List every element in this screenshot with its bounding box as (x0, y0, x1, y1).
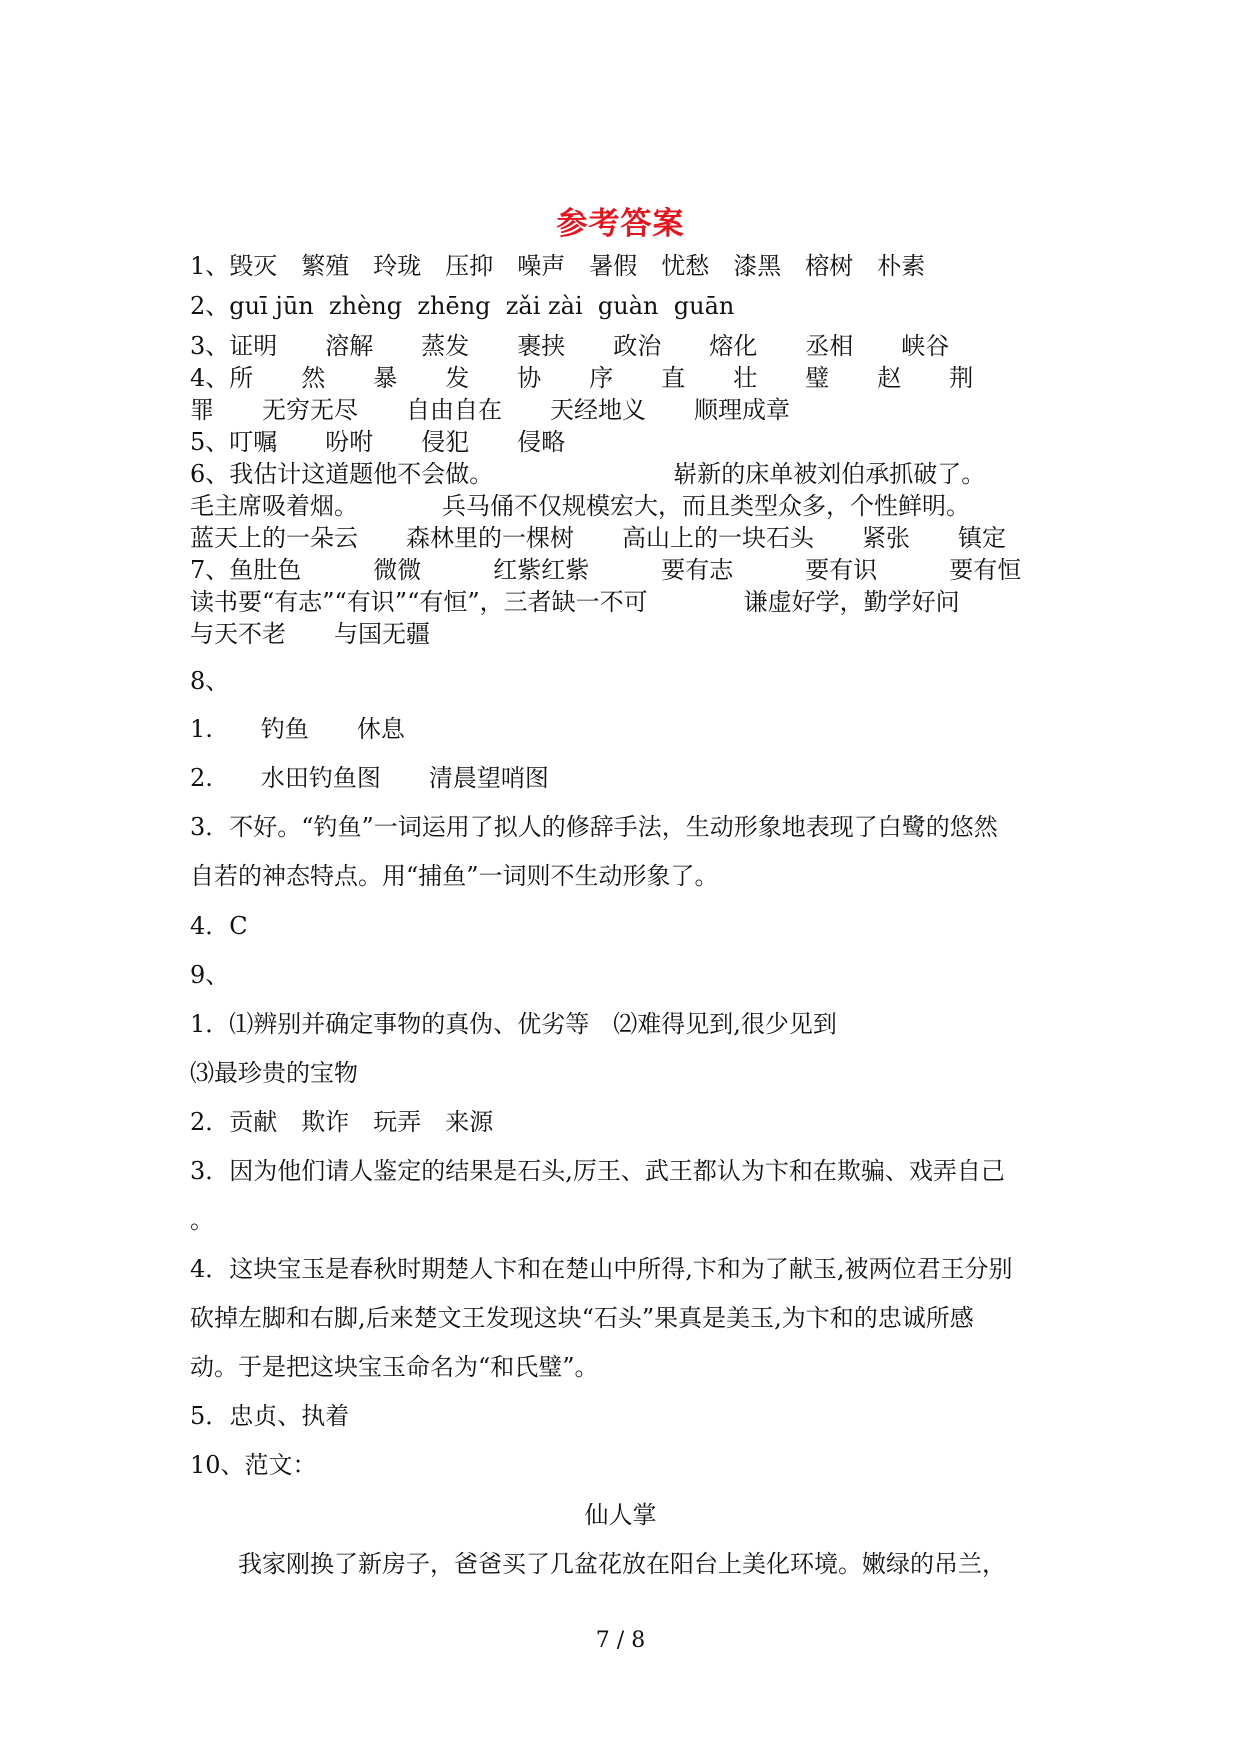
answer-line-25: 4．这块宝玉是春秋时期楚人卞和在楚山中所得,卞和为了献玉,被两位君王分别 (190, 1255, 1013, 1283)
answer-line-19: 9、 (190, 961, 230, 989)
answer-line-14: 1. 钓鱼 休息 (190, 715, 405, 743)
answer-line-2: 2、guī jūn zhèng zhēng zǎi zài guàn guān (190, 292, 735, 320)
answer-line-29: 10、范文： (190, 1451, 317, 1479)
page-title: 参考答案 (556, 206, 685, 242)
answer-line-17: 自若的神态特点。用“捕鱼”一词则不生动形象了。 (190, 862, 719, 890)
answer-line-15: 2. 水田钓鱼图 清晨望哨图 (190, 764, 549, 792)
answer-line-13: 8、 (190, 667, 230, 695)
answer-line-1: 1、毁灭 繁殖 玲珑 压抑 噪声 暑假 忧愁 漆黑 榕树 朴素 (190, 252, 926, 280)
answer-line-21: ⑶最珍贵的宝物 (190, 1059, 358, 1087)
answer-line-12: 与天不老 与国无疆 (190, 620, 430, 648)
answer-line-3: 3、证明 溶解 蒸发 裹挟 政治 熔化 丞相 峡谷 (190, 332, 950, 360)
answer-line-9: 蓝天上的一朵云 森林里的一棵树 高山上的一块石头 紧张 镇定 (190, 524, 1006, 552)
answer-line-8: 毛主席吸着烟。 兵马俑不仅规模宏大，而且类型众多，个性鲜明。 (190, 492, 970, 520)
answer-line-26: 砍掉左脚和右脚,后来楚文王发现这块“石头”果真是美玉,为卞和的忠诚所感 (190, 1304, 974, 1332)
answer-line-6: 5、叮嘱 吩咐 侵犯 侵略 (190, 428, 566, 456)
answer-line-28: 5．忠贞、执着 (190, 1402, 350, 1430)
essay-title: 仙人掌 (584, 1501, 657, 1529)
answer-line-16: 3．不好。“钓鱼”一词运用了拟人的修辞手法，生动形象地表现了白鹭的悠然 (190, 813, 998, 841)
page-number: 7 / 8 (595, 1628, 646, 1653)
answer-line-7: 6、我估计这道题他不会做。 崭新的床单被刘伯承抓破了。 (190, 460, 986, 488)
answer-line-24: 。 (190, 1206, 214, 1234)
answer-line-11: 读书要“有志”“有识”“有恒”，三者缺一不可 谦虚好学，勤学好问 (190, 588, 960, 616)
answer-line-10: 7、鱼肚色 微微 红紫红紫 要有志 要有识 要有恒 (190, 556, 1022, 584)
answer-line-20: 1．⑴辨别并确定事物的真伪、优劣等 ⑵难得见到,很少见到 (190, 1010, 837, 1038)
answer-line-23: 3．因为他们请人鉴定的结果是石头,厉王、武王都认为卞和在欺骗、戏弄自己 (190, 1157, 1005, 1185)
answer-line-22: 2．贡献 欺诈 玩弄 来源 (190, 1108, 494, 1136)
answer-line-27: 动。于是把这块宝玉命名为“和氏璧”。 (190, 1353, 599, 1381)
essay-first-line: 我家刚换了新房子，爸爸买了几盆花放在阳台上美化环境。嫩绿的吊兰， (190, 1550, 1006, 1578)
answer-line-18: 4．C (190, 912, 248, 940)
answer-line-4: 4、所 然 暴 发 协 序 直 壮 璧 赵 荆 (190, 364, 974, 392)
answer-line-5: 罪 无穷无尽 自由自在 天经地义 顺理成章 (190, 396, 790, 424)
